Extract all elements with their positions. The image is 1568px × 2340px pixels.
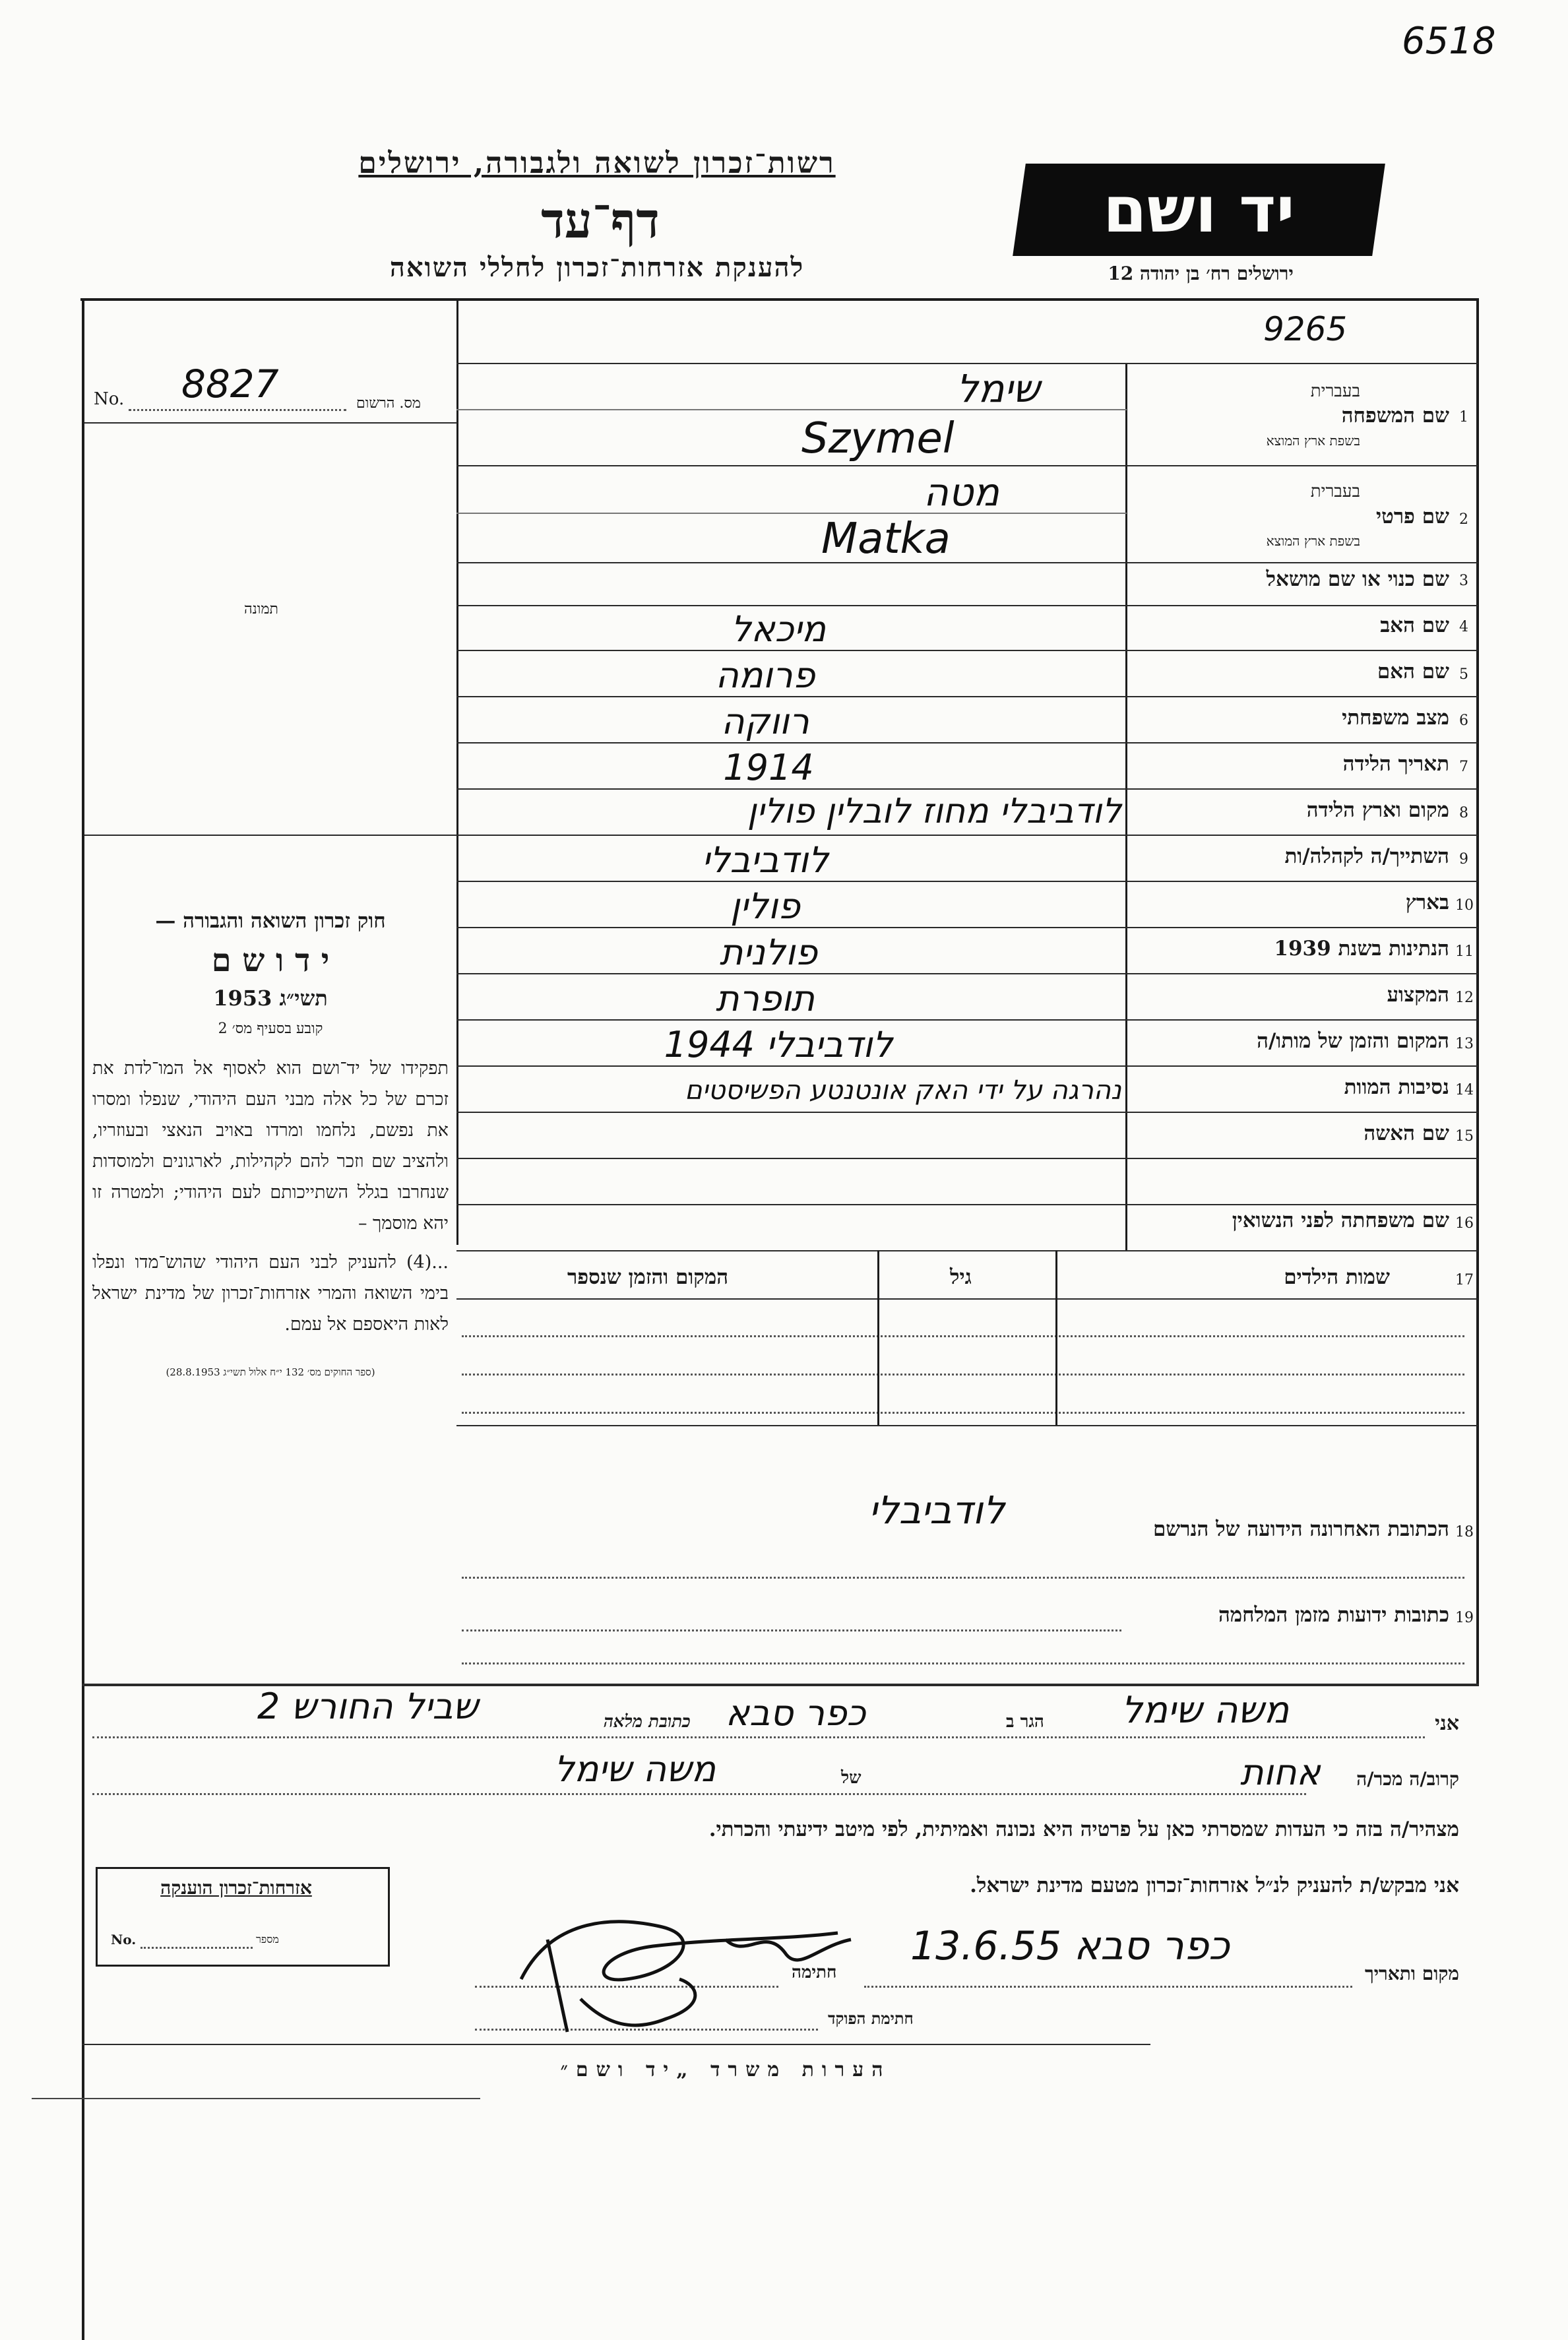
footer-top-line bbox=[82, 2044, 1150, 2045]
label-col-divider bbox=[1125, 363, 1127, 1250]
row-line bbox=[456, 696, 1478, 697]
row-line bbox=[456, 742, 1478, 743]
of-label: של bbox=[841, 1768, 862, 1788]
field-14-number: 14 bbox=[1455, 1082, 1474, 1098]
row-line-top bbox=[456, 363, 1478, 364]
field-8-value: לודביבלי מחוז לובלין פולין bbox=[747, 792, 1121, 831]
field-18-number: 18 bbox=[1455, 1524, 1474, 1540]
row-line bbox=[456, 1065, 1478, 1067]
law-citation: (ספר החוקים מס׳ 132 י״ח אלול תשי״ג 28.8.1953) bbox=[166, 1366, 375, 1378]
field-7-value: 1914 bbox=[723, 747, 814, 788]
children-table-bottom bbox=[456, 1425, 1478, 1426]
row-line bbox=[456, 788, 1478, 790]
witness-name: משה שימל bbox=[1121, 1689, 1290, 1732]
place-date-label: מקום ותאריך bbox=[1364, 1963, 1459, 1984]
field-6-number: 6 bbox=[1459, 712, 1468, 729]
field-19-number: 19 bbox=[1455, 1610, 1474, 1626]
photo-box-bottom bbox=[84, 835, 457, 836]
children-col-divider bbox=[877, 1250, 879, 1425]
field-16-label: שם משפחתה לפני הנשואין bbox=[1232, 1209, 1449, 1232]
resides-label: הגר ב bbox=[1006, 1712, 1044, 1732]
witness-signature bbox=[508, 1900, 877, 2045]
field-4-number: 4 bbox=[1459, 619, 1468, 635]
field-12-number: 12 bbox=[1455, 990, 1474, 1006]
row-line bbox=[456, 605, 1478, 606]
field-14-value: נהרגה על ידי האק אונטנטע הפשיסטים bbox=[684, 1075, 1121, 1106]
field-1-value-origin: Szymel bbox=[801, 414, 955, 463]
children-header-place: המקום והזמן שנספר bbox=[567, 1265, 729, 1289]
field-19-line bbox=[462, 1662, 1464, 1664]
yad-vashem-logo bbox=[1013, 164, 1385, 256]
row-line bbox=[456, 465, 1478, 466]
field-2-value-origin: Matka bbox=[821, 515, 951, 563]
field-5-number: 5 bbox=[1459, 666, 1468, 683]
field-15-label: שם האשה bbox=[1364, 1122, 1449, 1145]
field-6-value: רווקה bbox=[721, 701, 809, 742]
form-subtitle: להענקת אזרחות־זכרון לחללי השואה bbox=[389, 252, 805, 283]
address-value: שביל החורש 2 bbox=[257, 1686, 478, 1727]
place-date-value: כפר סבא 13.6.55 bbox=[910, 1923, 1230, 1969]
frame-divider bbox=[456, 298, 458, 1245]
field-4-value: מיכאל bbox=[730, 608, 827, 650]
field-10-number: 10 bbox=[1455, 897, 1474, 914]
place-date-line bbox=[864, 1986, 1352, 1988]
frame-right bbox=[1476, 298, 1479, 1684]
row-line bbox=[456, 1112, 1478, 1113]
declaration-request: אני מבקש/ת להעניק לנ״ל אזרחות־זכרון מטעם מדינת ישראל. bbox=[970, 1874, 1459, 1897]
relation-value: אחות bbox=[1240, 1752, 1321, 1793]
row-line bbox=[456, 1158, 1478, 1159]
citizenship-box bbox=[96, 1867, 390, 1967]
field-1-number: 1 bbox=[1459, 409, 1468, 426]
field-16-number: 16 bbox=[1455, 1215, 1474, 1232]
resides-value: כפר סבא bbox=[726, 1692, 866, 1734]
field-11-number: 11 bbox=[1455, 943, 1474, 960]
field-9-number: 9 bbox=[1459, 851, 1468, 868]
form-title: דף־עד bbox=[541, 193, 660, 249]
declaration-line-1 bbox=[92, 1736, 1425, 1738]
registration-label: מס. הרשום bbox=[356, 395, 421, 412]
field-14-label: נסיבות המוות bbox=[1344, 1075, 1449, 1099]
field-7-label: תאריך הלידה bbox=[1342, 752, 1449, 776]
field-4-label: שם האב bbox=[1380, 614, 1449, 637]
field-12-label: המקצוע bbox=[1387, 983, 1449, 1007]
declaration-statement: מצהיר/ה בזה כי העדות שמסרתי כאן על פרטיה היא נכונה ואמיתית, לפי מיטב ידיעתי והכרתי. bbox=[708, 1818, 1459, 1841]
frame-top bbox=[80, 298, 1479, 301]
law-clause: קובע בסעיף מס׳ 2 bbox=[218, 1021, 323, 1037]
file-number: 9265 bbox=[1263, 310, 1348, 348]
authority-name: רשות־זכרון לשואה ולגבורה, ירושלים bbox=[358, 146, 836, 180]
field-2-sub-hebrew: בעברית bbox=[1310, 482, 1360, 501]
field-2-sub-origin: בשפת ארץ המוצא bbox=[1266, 533, 1360, 549]
field-10-label: בארץ bbox=[1405, 891, 1449, 914]
row-line bbox=[456, 513, 1127, 514]
field-13-number: 13 bbox=[1455, 1036, 1474, 1052]
field-9-value: לודביבלי bbox=[701, 839, 829, 881]
field-19-line bbox=[462, 1629, 1121, 1631]
citizenship-number-line bbox=[141, 1947, 253, 1949]
children-header-line bbox=[456, 1298, 1478, 1300]
field-2-number: 2 bbox=[1459, 511, 1468, 528]
law-text-b: ...(4) להעניק לבני העם היהודי שהוש־מדו ונפלו בימי השואה והמרי אזרחות־זכרון של מדינת ישראל לאות היאספם אל עמם. bbox=[92, 1252, 449, 1335]
address-label: כתובת מלאה bbox=[604, 1712, 691, 1732]
photo-label: תמונה bbox=[244, 601, 278, 617]
field-3-label: שם כנוי או שם מושאל bbox=[1266, 567, 1449, 591]
field-13-label: המקום והזמן של מותו/ה bbox=[1257, 1029, 1449, 1053]
row-line bbox=[456, 562, 1478, 563]
field-18-value: לודביבלי bbox=[868, 1488, 1005, 1533]
row-line bbox=[456, 881, 1478, 882]
field-11-value: פולנית bbox=[719, 932, 818, 973]
field-1-label: שם המשפחה bbox=[1341, 404, 1449, 427]
row-line bbox=[456, 650, 1478, 651]
children-header-age: גיל bbox=[950, 1265, 972, 1289]
field-18-line bbox=[462, 1577, 1464, 1579]
field-3-number: 3 bbox=[1459, 573, 1468, 589]
registration-value: 8827 bbox=[181, 362, 279, 406]
registration-dots bbox=[129, 409, 346, 411]
of-value: משה שימל bbox=[554, 1748, 716, 1790]
logo-text: יד ושם bbox=[1103, 173, 1295, 247]
registration-underline bbox=[84, 422, 457, 424]
field-9-label: השתייך/ה לקהלה/ות bbox=[1284, 844, 1449, 868]
row-line bbox=[456, 973, 1478, 974]
row-line bbox=[456, 1250, 1478, 1251]
archive-number: 6518 bbox=[1402, 20, 1496, 63]
citizenship-no-label: No. bbox=[111, 1932, 137, 1947]
row-line bbox=[456, 1204, 1478, 1205]
children-header-names: שמות הילדים bbox=[1284, 1265, 1390, 1289]
frame-left bbox=[82, 298, 84, 2340]
law-year: תשי״ג 1953 bbox=[213, 986, 328, 1011]
field-1-sub-hebrew: בעברית bbox=[1310, 381, 1360, 401]
relation-label: קרוב/ה מכר/ה bbox=[1356, 1768, 1459, 1790]
children-row-line bbox=[462, 1374, 1464, 1376]
law-text-a: תפקידו של יד־ושם הוא לאסוף אל המו־לדת את זכרם של כל אלה מבני העם היהודי, שנפלו ומסרו את נפשם, נלחמו ומרדו באויב הנאצי ובעוזריו, ולהציב שם וזכר להם לקהילות, לארגונים ולמוסדות שנחרבו בגלל השתייכותם לעם היהודי; ולמטרה זו יהא מוסמך – bbox=[92, 1058, 449, 1234]
children-row-line bbox=[462, 1412, 1464, 1414]
field-2-value-hebrew: מטה bbox=[924, 470, 999, 515]
field-2-label: שם פרטי bbox=[1375, 505, 1449, 528]
field-18-label: הכתובת האחרונה הידועה של הנרשם bbox=[1152, 1517, 1449, 1541]
field-15-number: 15 bbox=[1455, 1128, 1474, 1145]
declaration-line-2 bbox=[92, 1793, 1306, 1795]
field-5-label: שם האם bbox=[1377, 660, 1449, 683]
field-1-value-hebrew: שימל bbox=[956, 366, 1040, 411]
field-7-number: 7 bbox=[1459, 759, 1468, 775]
field-8-number: 8 bbox=[1459, 805, 1468, 821]
declaration-prefix: אני bbox=[1435, 1712, 1459, 1735]
children-table-number: 17 bbox=[1455, 1272, 1474, 1288]
footer-remarks: הערות משרד „יד ושם״ bbox=[560, 2058, 891, 2081]
law-panel bbox=[92, 909, 449, 1379]
footer-left-line bbox=[32, 2098, 480, 2099]
officer-signature-label: חתימת הפוקד bbox=[828, 2009, 914, 2028]
law-heading: חוק זכרון השואה והגבורה — bbox=[155, 909, 386, 933]
address-line: ירושלים רח׳ בן יהודה 12 bbox=[1108, 263, 1294, 284]
field-12-value: תופרת bbox=[716, 978, 815, 1019]
field-5-value: פרומה bbox=[715, 654, 815, 696]
citizenship-number-label: מספר bbox=[256, 1933, 279, 1945]
field-13-value: לודביבלי 1944 bbox=[664, 1024, 893, 1065]
children-col-divider bbox=[1055, 1250, 1057, 1425]
field-19-label: כתובות ידועות מזמן המלחמה bbox=[1218, 1603, 1449, 1627]
registration-no-label: No. bbox=[94, 389, 125, 409]
field-1-sub-origin: בשפת ארץ המוצא bbox=[1266, 433, 1360, 449]
row-line bbox=[456, 1019, 1478, 1021]
field-11-label: הנתינות בשנת 1939 bbox=[1274, 937, 1449, 961]
row-line bbox=[456, 835, 1478, 836]
children-row-line bbox=[462, 1335, 1464, 1337]
field-8-label: מקום וארץ הלידה bbox=[1306, 798, 1449, 822]
signature-label: חתימה bbox=[792, 1963, 837, 1982]
row-line bbox=[456, 927, 1478, 928]
field-6-label: מצב משפחתי bbox=[1342, 706, 1449, 730]
citizenship-box-title: אזרחות־זכרון הוענקה bbox=[160, 1877, 312, 1899]
field-10-value: פולין bbox=[730, 885, 800, 927]
law-name: י ד ו ש ם bbox=[211, 942, 330, 979]
